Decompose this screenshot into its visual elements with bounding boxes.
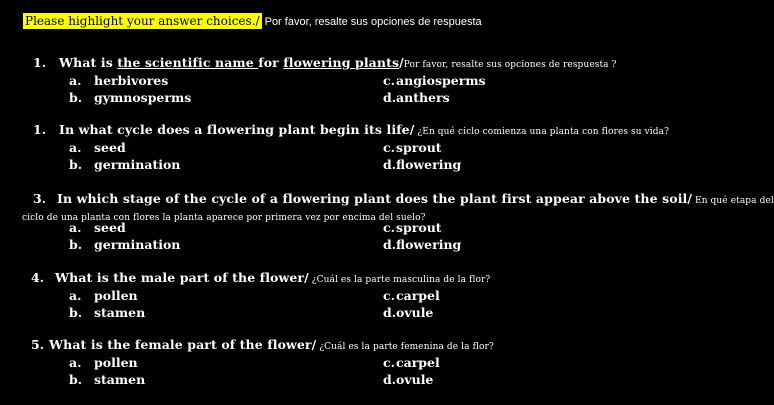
option-b[interactable] [69, 305, 145, 320]
option-text: carpel [396, 288, 440, 303]
instruction-spanish: Por favor, resalte sus opciones de respuesta [261, 16, 482, 28]
option-letter: b. [69, 305, 83, 320]
option-letter: d. [383, 157, 397, 172]
question-text: What is the female part of the flower/ [49, 337, 317, 352]
option-letter: a. [69, 220, 82, 235]
question-number: 1. [33, 122, 47, 137]
option-c[interactable] [383, 220, 442, 235]
option-a[interactable] [69, 73, 168, 88]
option-letter: c. [383, 140, 395, 155]
option-text: seed [94, 220, 126, 235]
option-d[interactable] [383, 90, 450, 105]
question-number: 1. [33, 55, 47, 70]
option-b[interactable] [69, 90, 191, 105]
option-letter: c. [383, 355, 395, 370]
option-text: angiosperms [396, 73, 486, 88]
option-b[interactable] [69, 372, 145, 387]
option-letter: d. [383, 237, 397, 252]
option-text: sprout [396, 140, 442, 155]
question-2 [33, 122, 669, 137]
option-letter: a. [69, 355, 82, 370]
question-text: What is the male part of the flower/ [55, 270, 309, 285]
option-text: seed [94, 140, 126, 155]
option-d[interactable] [383, 237, 461, 252]
option-a[interactable] [69, 355, 138, 370]
option-c[interactable] [383, 140, 442, 155]
question-3 [33, 191, 774, 206]
question-spanish-end: ? [611, 60, 617, 70]
option-b[interactable] [69, 157, 180, 172]
option-letter: c. [383, 73, 395, 88]
option-text: stamen [94, 372, 146, 387]
question-text: for [258, 55, 284, 70]
option-letter: b. [69, 90, 83, 105]
option-text: anthers [396, 90, 450, 105]
option-text: herbivores [94, 73, 169, 88]
question-4 [31, 270, 490, 285]
question-number: 4. [31, 270, 45, 285]
question-text-underlined: the scientific name [117, 55, 259, 70]
question-number: 3. [33, 191, 47, 206]
option-c[interactable] [383, 288, 440, 303]
question-text: What is [59, 55, 118, 70]
option-text: gymnosperms [94, 90, 192, 105]
option-text: pollen [94, 355, 138, 370]
instruction [23, 14, 482, 28]
option-letter: d. [383, 305, 397, 320]
option-text: germination [94, 237, 181, 252]
option-letter: d. [383, 90, 397, 105]
question-spanish: ciclo de una planta con flores la planta aparece por primera vez por encima del suelo? [22, 213, 426, 223]
option-letter: d. [383, 372, 397, 387]
option-a[interactable] [69, 140, 126, 155]
question-1 [33, 55, 617, 70]
option-letter: a. [69, 288, 82, 303]
option-a[interactable] [69, 220, 126, 235]
option-text: carpel [396, 355, 440, 370]
option-letter: c. [383, 288, 395, 303]
option-b[interactable] [69, 237, 180, 252]
question-5 [31, 337, 494, 352]
option-letter: b. [69, 157, 83, 172]
option-text: flowering [396, 237, 462, 252]
question-text: / [399, 55, 404, 70]
question-number: 5. [31, 337, 45, 352]
option-text: sprout [396, 220, 442, 235]
option-text: germination [94, 157, 181, 172]
option-text: pollen [94, 288, 138, 303]
question-spanish: ¿Cuál es la parte masculina de la flor? [308, 275, 491, 285]
option-text: flowering [396, 157, 462, 172]
option-letter: c. [383, 220, 395, 235]
option-text: stamen [94, 305, 146, 320]
question-text: In what cycle does a flowering plant begin its life/ [59, 122, 415, 137]
question-text-underlined: flowering plants [283, 55, 400, 70]
instruction-english-highlighted: Please highlight your answer choices./ [25, 14, 260, 28]
question-spanish: ¿Cuál es la parte femenina de la flor? [316, 342, 494, 352]
option-c[interactable] [383, 355, 440, 370]
option-letter: a. [69, 140, 82, 155]
question-spanish: ¿En qué ciclo comienza una planta con flores su vida? [414, 127, 670, 137]
option-d[interactable] [383, 305, 433, 320]
option-a[interactable] [69, 288, 138, 303]
question-text: In which stage of the cycle of a flowering plant does the plant first appear above the soil/ [57, 191, 693, 206]
option-text: ovule [396, 305, 434, 320]
option-text: ovule [396, 372, 434, 387]
option-d[interactable] [383, 372, 433, 387]
option-letter: a. [69, 73, 82, 88]
option-d[interactable] [383, 157, 461, 172]
question-spanish: En qué etapa del [692, 196, 774, 206]
option-letter: b. [69, 237, 83, 252]
option-letter: b. [69, 372, 83, 387]
option-c[interactable] [383, 73, 486, 88]
question-spanish: Por favor, resalte sus opciones de respuesta [403, 60, 612, 70]
